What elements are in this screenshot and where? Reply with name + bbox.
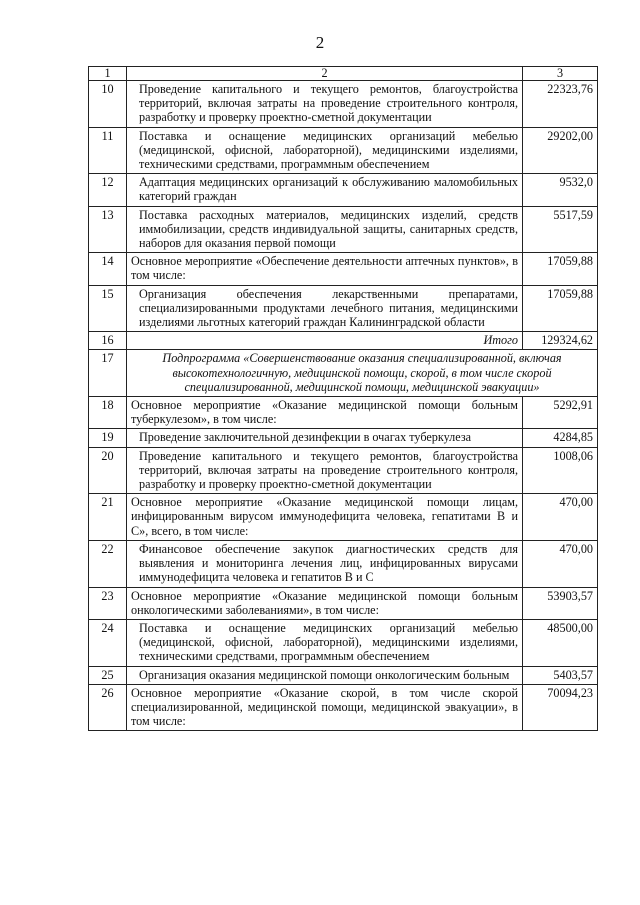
row-amount: 9532,0 (523, 174, 598, 206)
row-description: Финансовое обеспечение закупок диагностических средств для выявления и мониторинга лечения лиц, инфицированных вирусами иммунодефицита человека и гепатитов В и С (127, 540, 523, 587)
table-row (89, 619, 598, 666)
row-amount: 48500,00 (523, 619, 598, 666)
header-col-1: 1 (89, 67, 127, 81)
table-row (89, 587, 598, 619)
total-amount: 129324,62 (523, 332, 598, 350)
row-amount: 470,00 (523, 540, 598, 587)
row-number: 24 (89, 619, 127, 666)
row-number: 17 (89, 350, 127, 397)
row-description: Основное мероприятие «Обеспечение деятельности аптечных пунктов», в том числе: (127, 253, 523, 285)
row-amount: 470,00 (523, 494, 598, 541)
total-label: Итого (127, 332, 523, 350)
row-description: Поставка и оснащение медицинских организаций мебелью (медицинской, офисной, лабораторной), медицинскими изделиями, техническими средствами, программным обеспечением (127, 619, 523, 666)
table-row (89, 127, 598, 174)
row-amount: 17059,88 (523, 285, 598, 332)
row-amount: 1008,06 (523, 447, 598, 494)
row-number: 15 (89, 285, 127, 332)
row-number: 16 (89, 332, 127, 350)
table-row (89, 494, 598, 541)
page-number: 2 (315, 33, 325, 52)
table-row-total (89, 332, 598, 350)
table-row (89, 81, 598, 128)
row-amount: 17059,88 (523, 253, 598, 285)
row-description: Основное мероприятие «Оказание скорой, в том числе скорой специализированной, медицинской помощи, медицинской эвакуации», в том числе: (127, 684, 523, 731)
table-row (89, 540, 598, 587)
row-amount: 5403,57 (523, 666, 598, 684)
row-amount: 29202,00 (523, 127, 598, 174)
row-amount: 5517,59 (523, 206, 598, 253)
row-number: 22 (89, 540, 127, 587)
row-number: 21 (89, 494, 127, 541)
table-row (89, 285, 598, 332)
row-description: Поставка и оснащение медицинских организаций мебелью (медицинской, офисной, лабораторной), медицинскими изделиями, техническими средствами, программным обеспечением (127, 127, 523, 174)
row-description: Основное мероприятие «Оказание медицинской помощи больным онкологическими заболеваниями», в том числе: (127, 587, 523, 619)
row-description: Основное мероприятие «Оказание медицинской помощи лицам, инфицированным вирусом иммунодефицита человека, гепатитами В и С», всего, в том числе: (127, 494, 523, 541)
table-row (89, 447, 598, 494)
row-number: 23 (89, 587, 127, 619)
table-row (89, 174, 598, 206)
row-number: 13 (89, 206, 127, 253)
table-row (89, 666, 598, 684)
row-amount: 4284,85 (523, 429, 598, 447)
row-amount: 70094,23 (523, 684, 598, 731)
row-amount: 5292,91 (523, 397, 598, 429)
row-number: 25 (89, 666, 127, 684)
row-description: Проведение капитального и текущего ремонтов, благоустройства территорий, включая затраты на проведение строительного контроля, разработку и проверку проектно-сметной документации (127, 447, 523, 494)
row-number: 11 (89, 127, 127, 174)
row-description: Организация оказания медицинской помощи онкологическим больным (127, 666, 523, 684)
row-description: Проведение капитального и текущего ремонтов, благоустройства территорий, включая затраты на проведение строительного контроля, разработку и проверку проектно-сметной документации (127, 81, 523, 128)
header-col-3: 3 (523, 67, 598, 81)
row-number: 19 (89, 429, 127, 447)
row-description: Проведение заключительной дезинфекции в очагах туберкулеза (127, 429, 523, 447)
table-row (89, 397, 598, 429)
row-number: 26 (89, 684, 127, 731)
row-number: 10 (89, 81, 127, 128)
row-number: 12 (89, 174, 127, 206)
table-row (89, 206, 598, 253)
row-description: Основное мероприятие «Оказание медицинской помощи больным туберкулезом», в том числе: (127, 397, 523, 429)
subprogram-title: Подпрограмма «Совершенствование оказания специализированной, включая высокотехнологичную, медицинской помощи, скорой, в том числе скорой специализированной, медицинской помощи, медицинской эвакуации» (127, 350, 598, 397)
row-description: Организация обеспечения лекарственными препаратами, специализированными продуктами лечебного питания, медицинскими изделиями льготных категорий граждан Калининградской области (127, 285, 523, 332)
header-col-2: 2 (127, 67, 523, 81)
row-description: Поставка расходных материалов, медицинских изделий, средств иммобилизации, средств индивидуальной защиты, санитарных средств, наборов для оказания первой помощи (127, 206, 523, 253)
table-row-subprogram (89, 350, 598, 397)
row-amount: 53903,57 (523, 587, 598, 619)
row-number: 14 (89, 253, 127, 285)
row-number: 18 (89, 397, 127, 429)
table-header-row (89, 67, 598, 81)
row-description: Адаптация медицинских организаций к обслуживанию маломобильных категорий граждан (127, 174, 523, 206)
row-amount: 22323,76 (523, 81, 598, 128)
budget-table (88, 66, 598, 731)
table-row (89, 253, 598, 285)
table-row (89, 684, 598, 731)
row-number: 20 (89, 447, 127, 494)
table-row (89, 429, 598, 447)
